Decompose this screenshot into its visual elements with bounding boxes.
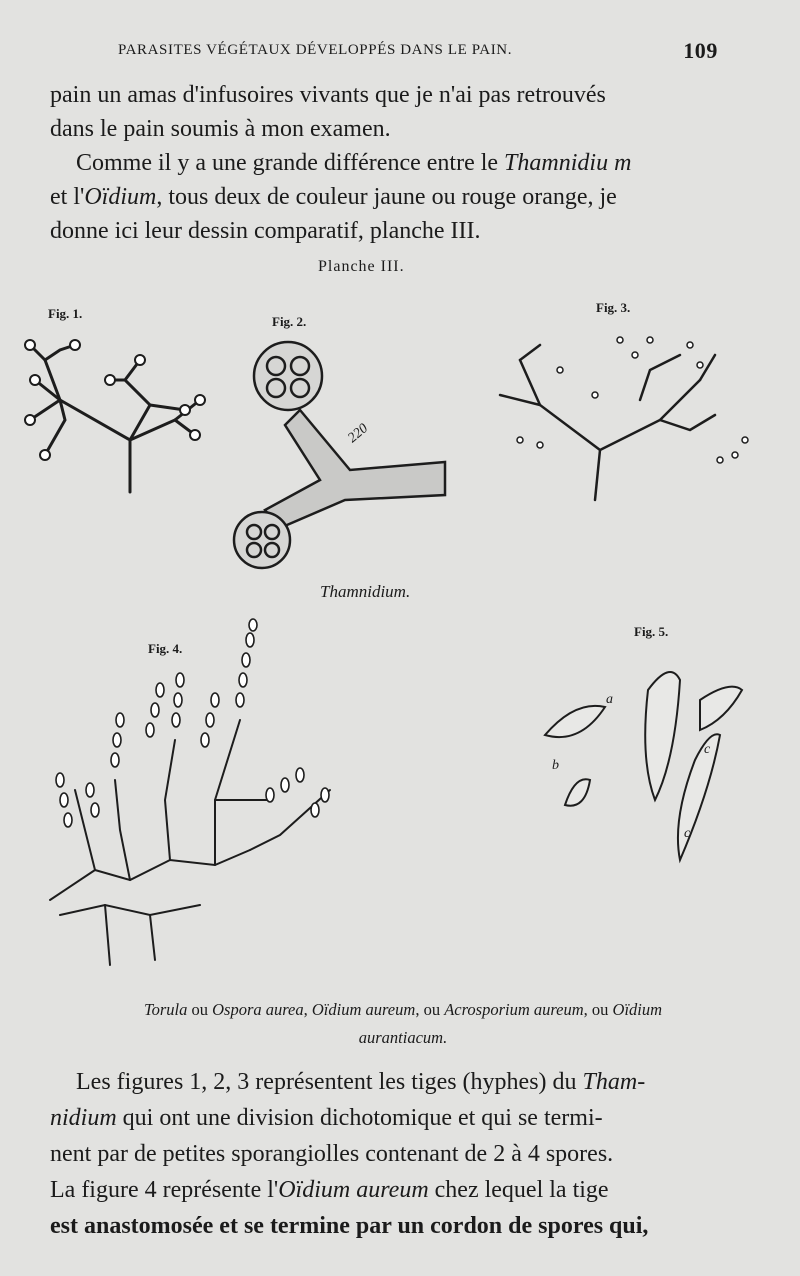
species-name: Oïdium aureum (278, 1177, 429, 1203)
caption-text: Acrosporium aureum (444, 1000, 584, 1019)
caption-text: Oïdium (612, 1000, 663, 1019)
fig2-label: Fig. 2. (272, 314, 307, 329)
fig4-label: Fig. 4. (148, 641, 183, 656)
text-line: dans le pain soumis à mon examen. (50, 116, 391, 142)
fig5-spores-drawing (545, 672, 742, 860)
fig5-label: Fig. 5. (634, 624, 669, 639)
spore-letter-c2: c (684, 826, 691, 841)
text-span: chez lequel la tige (428, 1177, 609, 1203)
fig3-hyphae-drawing (500, 345, 715, 500)
genus-name: Thamnidiu m (504, 150, 632, 176)
caption-text: Ospora aurea (212, 1000, 304, 1019)
text-line: est anastomosée et se termine par un cordon de spores qui, (50, 1213, 649, 1239)
bottom-paragraph (50, 1064, 740, 1244)
text-span: et l' (50, 184, 85, 210)
text-span: qui ont une division dichotomique et qui se termi- (116, 1105, 603, 1131)
text-line: pain un amas d'infusoires vivants que je n'ai pas retrouvés (50, 82, 606, 108)
text-line (50, 1064, 740, 1100)
caption-text: aurantiacum. (358, 1028, 448, 1047)
caption-text: , ou (415, 1000, 445, 1019)
torula-caption (18, 996, 788, 1052)
fig1-hyphae-drawing (30, 345, 200, 492)
fig1-label: Fig. 1. (48, 306, 83, 321)
caption-text: Torula (143, 1000, 188, 1019)
text-span: , tous deux de couleur jaune ou rouge orange, je (156, 184, 617, 210)
text-span: Comme il y a une grande différence entre le (76, 150, 505, 176)
page-number: 109 (683, 38, 718, 63)
genus-name: nidium (50, 1105, 117, 1131)
fig4-oidium-drawing (50, 720, 330, 965)
caption-text: , (303, 1000, 312, 1019)
caption-text: Oïdium aureum (311, 1000, 416, 1019)
text-line (50, 1172, 740, 1208)
text-line: donne ici leur dessin comparatif, planche III. (50, 218, 481, 244)
fig3-label: Fig. 3. (596, 300, 631, 315)
running-title: PARASITES VÉGÉTAUX DÉVELOPPÉS DANS LE PAIN. (118, 42, 513, 58)
genus-name: Oïdium (84, 184, 157, 210)
text-line (50, 1100, 740, 1136)
text-line: nent par de petites sporangiolles contenant de 2 à 4 spores. (50, 1141, 614, 1167)
caption-text: ou (187, 1000, 213, 1019)
spore-letter-c1: c (704, 742, 711, 757)
genus-name: Tham- (582, 1069, 646, 1095)
thamnidium-caption: Thamnidium. (320, 582, 411, 601)
plate-title: Planche III. (318, 258, 405, 275)
text-span: Les figures 1, 2, 3 représentent les tiges (hyphes) du (76, 1069, 583, 1095)
text-span: La figure 4 représente l' (50, 1177, 279, 1203)
magnification-label: 220 (345, 421, 372, 447)
spore-letter-b: b (552, 758, 559, 773)
fig2-stem-drawing (234, 342, 445, 568)
caption-text: , ou (583, 1000, 613, 1019)
spore-letter-a: a (606, 692, 613, 707)
